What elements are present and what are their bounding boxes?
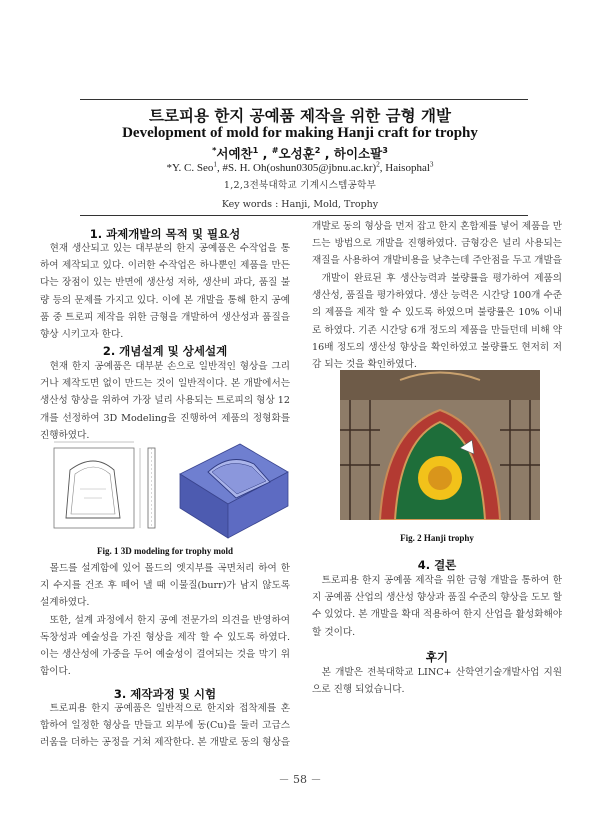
- affiliation: 1,2,3전북대학교 기계시스템공학부: [223, 180, 377, 191]
- figure-1-caption: Fig. 1 3D modeling for trophy mold: [97, 546, 233, 556]
- section-1-heading: 1. 과제개발의 목적 및 필요성: [89, 227, 241, 241]
- title-english: Development of mold for making Hanji craft for trophy: [122, 125, 478, 141]
- figure-1: [40, 434, 290, 544]
- section-1-text: [40, 240, 290, 343]
- section-4-heading: 4. 결론: [417, 558, 457, 572]
- top-rule: [80, 99, 528, 100]
- figure-2: [340, 370, 540, 520]
- mold-drawing-image: [40, 434, 290, 544]
- section-2-paragraph-2: 몰드를 설계함에 있어 몰드의 엣지부를 곡면처리 하여 한지 수지를 건조 후 떼어 낼 때 이물질(burr)가 남지 않도록 설계하였다.: [40, 563, 290, 609]
- section-2-text-a: [40, 358, 290, 444]
- section-1-paragraph: 현재 생산되고 있는 대부분의 한지 공예품은 수작업을 통하여 제작되고 있다. 이러한 수작업은 하나뿐인 제품을 만든다는 장점이 있는 반면에 생산성 저하, 생산비 과다, 품질 불량 등의 문제를 가지고 있다. 이에 본 개발을 통해 한지 공예품 중 트로피 제작을 위한 금형을 개발하여 생산성과 품질을 향상 시키고자 한다.: [40, 243, 290, 341]
- authors-korean: *서예찬$^1$ , #오성훈$^2$ , 하이소팔$^3$: [212, 144, 388, 161]
- section-4-paragraph: 트로피용 한지 공예품 제작을 위한 금형 개발을 통하여 한지 공예품 산업의 생산성 향상과 품질 수준의 향상을 도모 할 수 있었다. 본 개발을 확대 적용하여 한지 산업을 활성화해야 할 것이다.: [312, 575, 562, 638]
- authors-english: *Y. C. Seo$^1$, #S. H. Oh(oshun0305@jbnu.ac.kr)$^2$, Haisophal$^3$: [166, 160, 434, 174]
- section-2-heading: 2. 개념설계 및 상세설계: [102, 344, 228, 358]
- figure-2-caption: Fig. 2 Hanji trophy: [400, 533, 474, 543]
- section-3-text-b: [312, 218, 562, 270]
- hanji-trophy-photo: [340, 370, 540, 520]
- section-4-text: [312, 572, 562, 641]
- section-3-text-c: [312, 270, 562, 373]
- section-3-heading: 3. 제작과정 및 시험: [113, 687, 217, 701]
- section-3-paragraph-2: 개발이 완료된 후 생산능력과 불량률을 평가하여 제품의 생산성, 품질을 평가하였다. 생산 능력은 시간당 100개 수준의 제품을 제작 할 수 있도록 하였으며 불량률은 10% 이내로 하였다. 기존 시간당 6개 정도의 제품을 만들던데 비해 약 16배 정도의 생산성 향상을 확인하였고 불량률도 현저히 저감 되는 것을 확인하였다.: [312, 273, 562, 371]
- header-bottom-rule: [80, 215, 528, 216]
- title-korean: 트로피용 한지 공예품 제작을 위한 금형 개발: [149, 107, 451, 125]
- section-2-paragraph-1: 현재 한지 공예품은 대부분 손으로 일반적인 형상을 그리거나 제작도면 없이 만드는 것이 일반적이다. 본 개발에서는 생산성 향상을 위하여 가장 널리 사용되는 트로피의 형상 12개를 선정하여 3D Modeling을 진행하여 제품의 정형화를 진행하였다.: [40, 361, 290, 441]
- section-2-paragraph-3: 또한, 설계 과정에서 한지 공예 전문가의 의견을 반영하여 독창성과 예술성을 가진 형상을 제작 할 수 있도록 하였다. 이는 생산성에 가중을 두어 예술성이 결여되는 것을 막기 위함이다.: [40, 614, 290, 678]
- section-3-paragraph-1-continued: 개발로 동의 형상을 먼저 잡고 한지 혼합제를 넣어 제품을 만드는 방법으로 개발을 진행하였다. 금형강은 널리 사용되는 재질을 사용하여 개발비용을 낮추는데 주안점을 두고 개발을: [312, 221, 562, 267]
- acknowledgement-paragraph: 본 개발은 전북대학교 LINC+ 산학연기술개발사업 지원으로 진행 되었습니다.: [312, 667, 562, 696]
- section-2-text-b: [40, 560, 290, 680]
- page-number: － 58 －: [278, 773, 322, 786]
- acknowledgement-heading: 후기: [425, 650, 449, 664]
- section-3-paragraph-1-start: 트로피용 한지 공예품은 일반적으로 한지와 접착제를 혼합하여 일정한 형상을 만들고 외부에 동(Cu)을 둘러 고급스러움을 더하는 공정을 거쳐 제작한다. 본 개발로 동의 형상을: [40, 703, 290, 749]
- keywords: Key words : Hanji, Mold, Trophy: [221, 199, 379, 210]
- section-3-text-a: [40, 700, 290, 752]
- acknowledgement-text: [312, 664, 562, 698]
